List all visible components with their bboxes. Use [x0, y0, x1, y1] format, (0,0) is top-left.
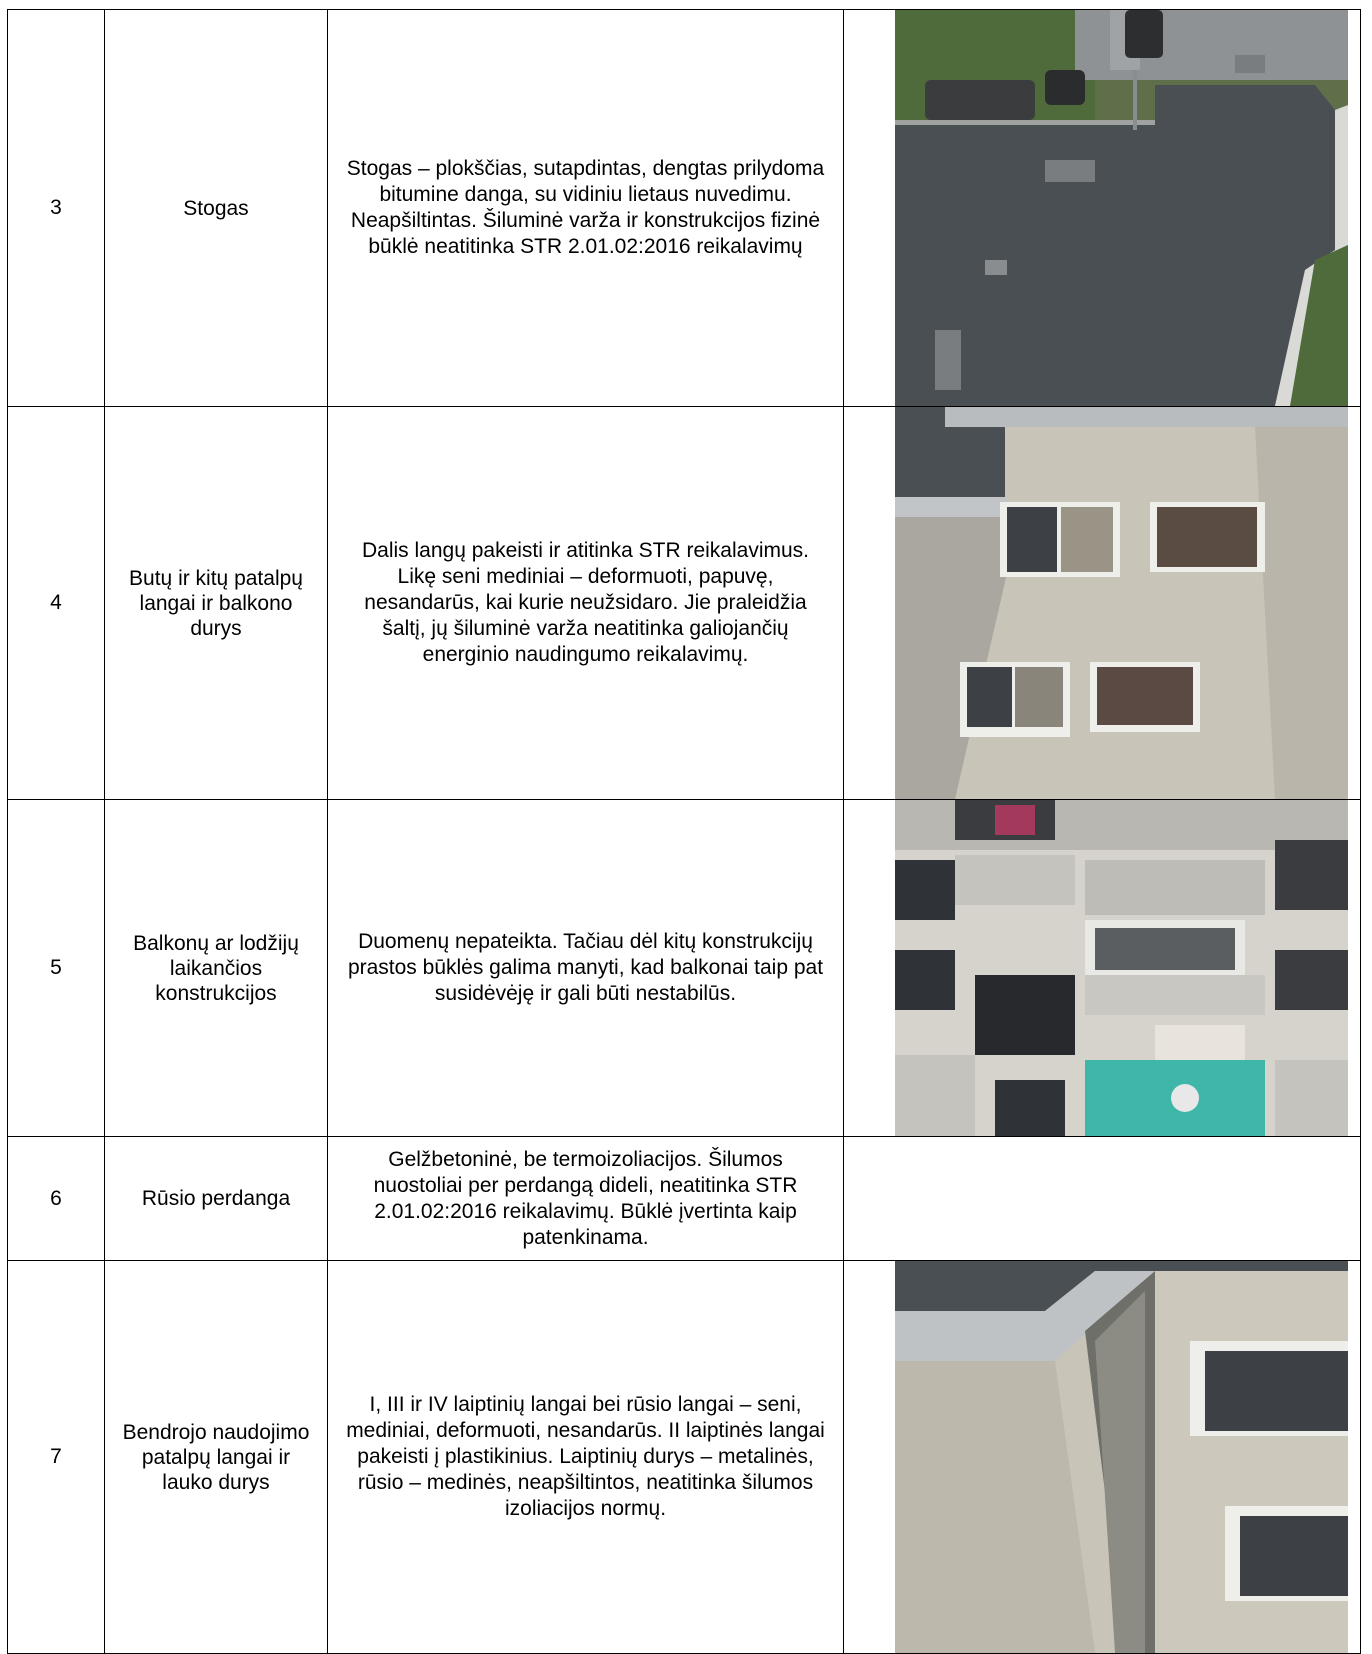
table-row	[8, 1261, 1361, 1654]
description-text: Gelžbetoninė, be termoizoliacijos. Šilumos nuostoliai per perdangą dideli, neatitinka STR 2.01.02:2016 reikalavimų. Būklė įvertinta kaip patenkinama.	[373, 1147, 798, 1249]
element-name	[105, 800, 328, 1137]
facade-windows-photo	[895, 407, 1348, 799]
row-number: 7	[8, 1261, 105, 1654]
element-description	[328, 407, 844, 800]
building-condition-table	[7, 9, 1361, 1654]
row-number: 6	[8, 1137, 105, 1261]
description-text: Stogas – plokščias, sutapdintas, dengtas prilydoma bitumine danga, su vidiniu lietaus nuvedimu. Neapšiltintas. Šiluminė varža ir konstrukcijos fizinė būklė neatitinka STR 2.01.02:2016 reikalavimų	[346, 157, 825, 258]
element-description	[328, 10, 844, 407]
stairwell-facade-photo	[895, 1261, 1348, 1653]
element-name	[105, 1137, 328, 1261]
element-name-text: Bendrojo naudojimo patalpų langai ir lauko durys	[122, 1420, 310, 1494]
row-number: 3	[8, 10, 105, 407]
row-number: 5	[8, 800, 105, 1137]
element-name-text: Stogas	[183, 196, 249, 220]
element-description	[328, 1137, 844, 1261]
table-row	[8, 407, 1361, 800]
roof-aerial-photo	[895, 10, 1348, 406]
element-name-text: Balkonų ar lodžijų laikančios konstrukcijos	[133, 931, 299, 1005]
table-row	[8, 10, 1361, 407]
balconies-photo	[895, 800, 1348, 1136]
table-row	[8, 1137, 1361, 1261]
row-number: 4	[8, 407, 105, 800]
photo-cell	[844, 1261, 1361, 1654]
element-name-text: Butų ir kitų patalpų langai ir balkono durys	[129, 566, 303, 640]
element-name	[105, 10, 328, 407]
description-text: I, III ir IV laiptinių langai bei rūsio langai – seni, mediniai, deformuoti, nesandarūs. II laiptinės langai pakeisti į plastikinius. Laiptinių durys – metalinės, rūsio – medinės, neapšiltintos, neatitinka šilumos izoliacijos normų.	[346, 1393, 825, 1520]
table-row	[8, 800, 1361, 1137]
element-name	[105, 1261, 328, 1654]
description-text: Duomenų nepateikta. Tačiau dėl kitų konstrukcijų prastos būklės galima manyti, kad balkonai taip pat susidėvėję ir gali būti nestabilūs.	[347, 930, 824, 1005]
photo-cell	[844, 800, 1361, 1137]
element-name	[105, 407, 328, 800]
element-description	[328, 800, 844, 1137]
description-text: Dalis langų pakeisti ir atitinka STR reikalavimus. Likę seni mediniai – deformuoti, papuvę, nesandarūs, kai kurie neužsidaro. Jie praleidžia šaltį, jų šiluminė varža neatitinka galiojančių energinio naudingumo reikalavimų.	[362, 539, 809, 666]
photo-cell-empty	[844, 1137, 1361, 1261]
element-description	[328, 1261, 844, 1654]
photo-cell	[844, 407, 1361, 800]
photo-cell	[844, 10, 1361, 407]
element-name-text: Rūsio perdanga	[141, 1187, 291, 1210]
